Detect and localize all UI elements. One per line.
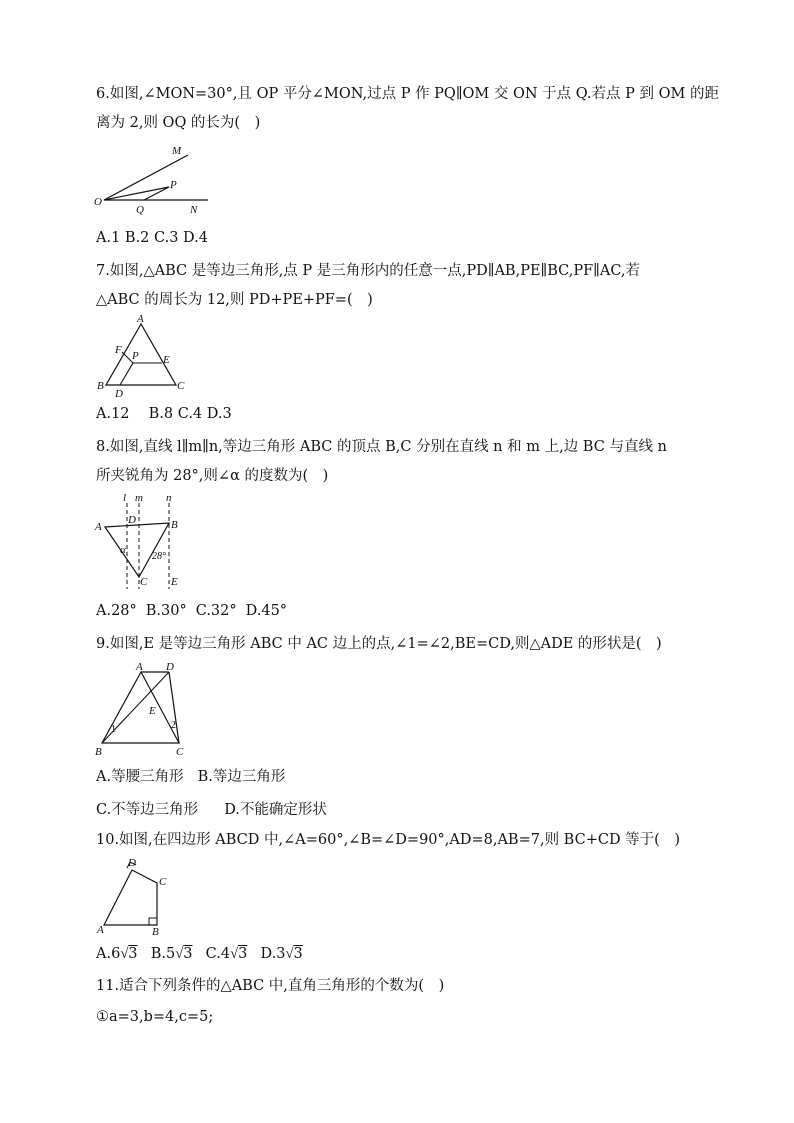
label-m: m (135, 492, 143, 504)
q8-options (96, 601, 287, 621)
q9-options-row1 (96, 767, 285, 787)
label-d: D (128, 857, 136, 869)
label-d: D (115, 388, 123, 400)
label-f: F (115, 344, 122, 356)
sqrt-sign: √ (285, 946, 294, 962)
q7-text-line2: △ABC 的周长为 12,则 PD+PE+PF=( ) (96, 292, 373, 308)
q8-option-c: C.32° (195, 603, 237, 619)
q8-text-line2: 所夹锐角为 28°,则∠α 的度数为( ) (96, 468, 329, 484)
q10-figure (94, 855, 174, 937)
label-q: Q (136, 204, 144, 216)
triangle-abc (105, 523, 169, 577)
sqrt-sign: √ (120, 946, 129, 962)
q10-option-c: C.4√3 (205, 946, 248, 962)
label-e: E (149, 705, 156, 717)
q9-options-row2 (96, 800, 327, 820)
q6-options: A.1 B.2 C.3 D.4 (96, 230, 208, 246)
label-b: B (97, 380, 104, 392)
q6-text-line2: 离为 2,则 OQ 的长为( ) (96, 115, 261, 131)
segment-pd (120, 363, 133, 385)
label-angle-1: 1 (111, 724, 116, 735)
q9-text-line1: 9.如图,E 是等边三角形 ABC 中 AC 边上的点,∠1=∠2,BE=CD,则△ADE 的形状是( ) (96, 636, 662, 652)
label-d: D (128, 514, 136, 526)
segment-op (104, 187, 169, 200)
label-n: n (166, 492, 172, 504)
q8-text-line1: 8.如图,直线 l∥m∥n,等边三角形 ABC 的顶点 B,C 分别在直线 n 和 m 上,边 BC 与直线 n (96, 439, 667, 455)
label-alpha: α (120, 544, 126, 556)
q6-figure (94, 143, 214, 218)
q10-options (96, 944, 303, 964)
label-c: C (140, 576, 148, 588)
q7-text-line1: 7.如图,△ABC 是等边三角形,点 P 是三角形内的任意一点,PD∥AB,PE∥BC,PF∥AC,若 (96, 263, 641, 279)
label-c: C (159, 876, 167, 888)
label-m: M (172, 145, 182, 157)
q9-option-d: D.不能确定形状 (224, 802, 327, 818)
label-n: N (190, 204, 198, 216)
label-l: l (123, 492, 127, 504)
label-d: D (166, 661, 174, 673)
q8-option-a: A.28° (96, 603, 137, 619)
q8-figure (94, 491, 194, 591)
q10-option-d: D.3√3 (260, 946, 303, 962)
label-c: C (176, 746, 184, 758)
label-angle-2: 2 (171, 720, 176, 731)
label-b: B (171, 519, 178, 531)
label-c: C (177, 380, 185, 392)
q8-option-b: B.30° (145, 603, 187, 619)
q10-text-line1: 10.如图,在四边形 ABCD 中,∠A=60°,∠B=∠D=90°,AD=8,AB=7,则 BC+CD 等于( ) (96, 832, 680, 848)
label-a: A (95, 521, 102, 533)
label-e: E (163, 354, 170, 366)
label-a: A (97, 924, 104, 936)
label-b: B (95, 746, 102, 758)
label-o: O (94, 196, 102, 208)
label-p: P (132, 350, 139, 362)
segment-dc (169, 672, 179, 743)
q9-option-a: A.等腰三角形 (96, 769, 184, 785)
label-a: A (137, 313, 144, 325)
label-angle-28: 28° (152, 551, 166, 562)
quadrilateral-abcd (104, 870, 157, 925)
q10-option-b: B.5√3 (150, 946, 193, 962)
ray-om (104, 155, 188, 200)
label-e: E (171, 576, 178, 588)
label-a: A (136, 661, 143, 673)
sqrt-sign: √ (175, 946, 184, 962)
sqrt-sign: √ (230, 946, 239, 962)
label-b: B (152, 926, 159, 938)
q11-text-line1: 11.适合下列条件的△ABC 中,直角三角形的个数为( ) (96, 978, 445, 994)
right-angle-mark-b (149, 918, 157, 925)
q7-figure (94, 312, 194, 400)
q7-options: A.12 B.8 C.4 D.3 (96, 406, 232, 422)
q9-option-c: C.不等边三角形 (96, 802, 199, 818)
q9-option-b: B.等边三角形 (197, 769, 286, 785)
label-p: P (170, 179, 177, 191)
q8-option-d: D.45° (245, 603, 288, 619)
q11-item-1: ①a=3,b=4,c=5; (96, 1009, 214, 1025)
q9-figure (94, 660, 194, 760)
q6-text-line1: 6.如图,∠MON=30°,且 OP 平分∠MON,过点 P 作 PQ∥OM 交 ON 于点 Q.若点 P 到 OM 的距 (96, 86, 719, 102)
q10-option-a: A.6√3 (96, 946, 138, 962)
